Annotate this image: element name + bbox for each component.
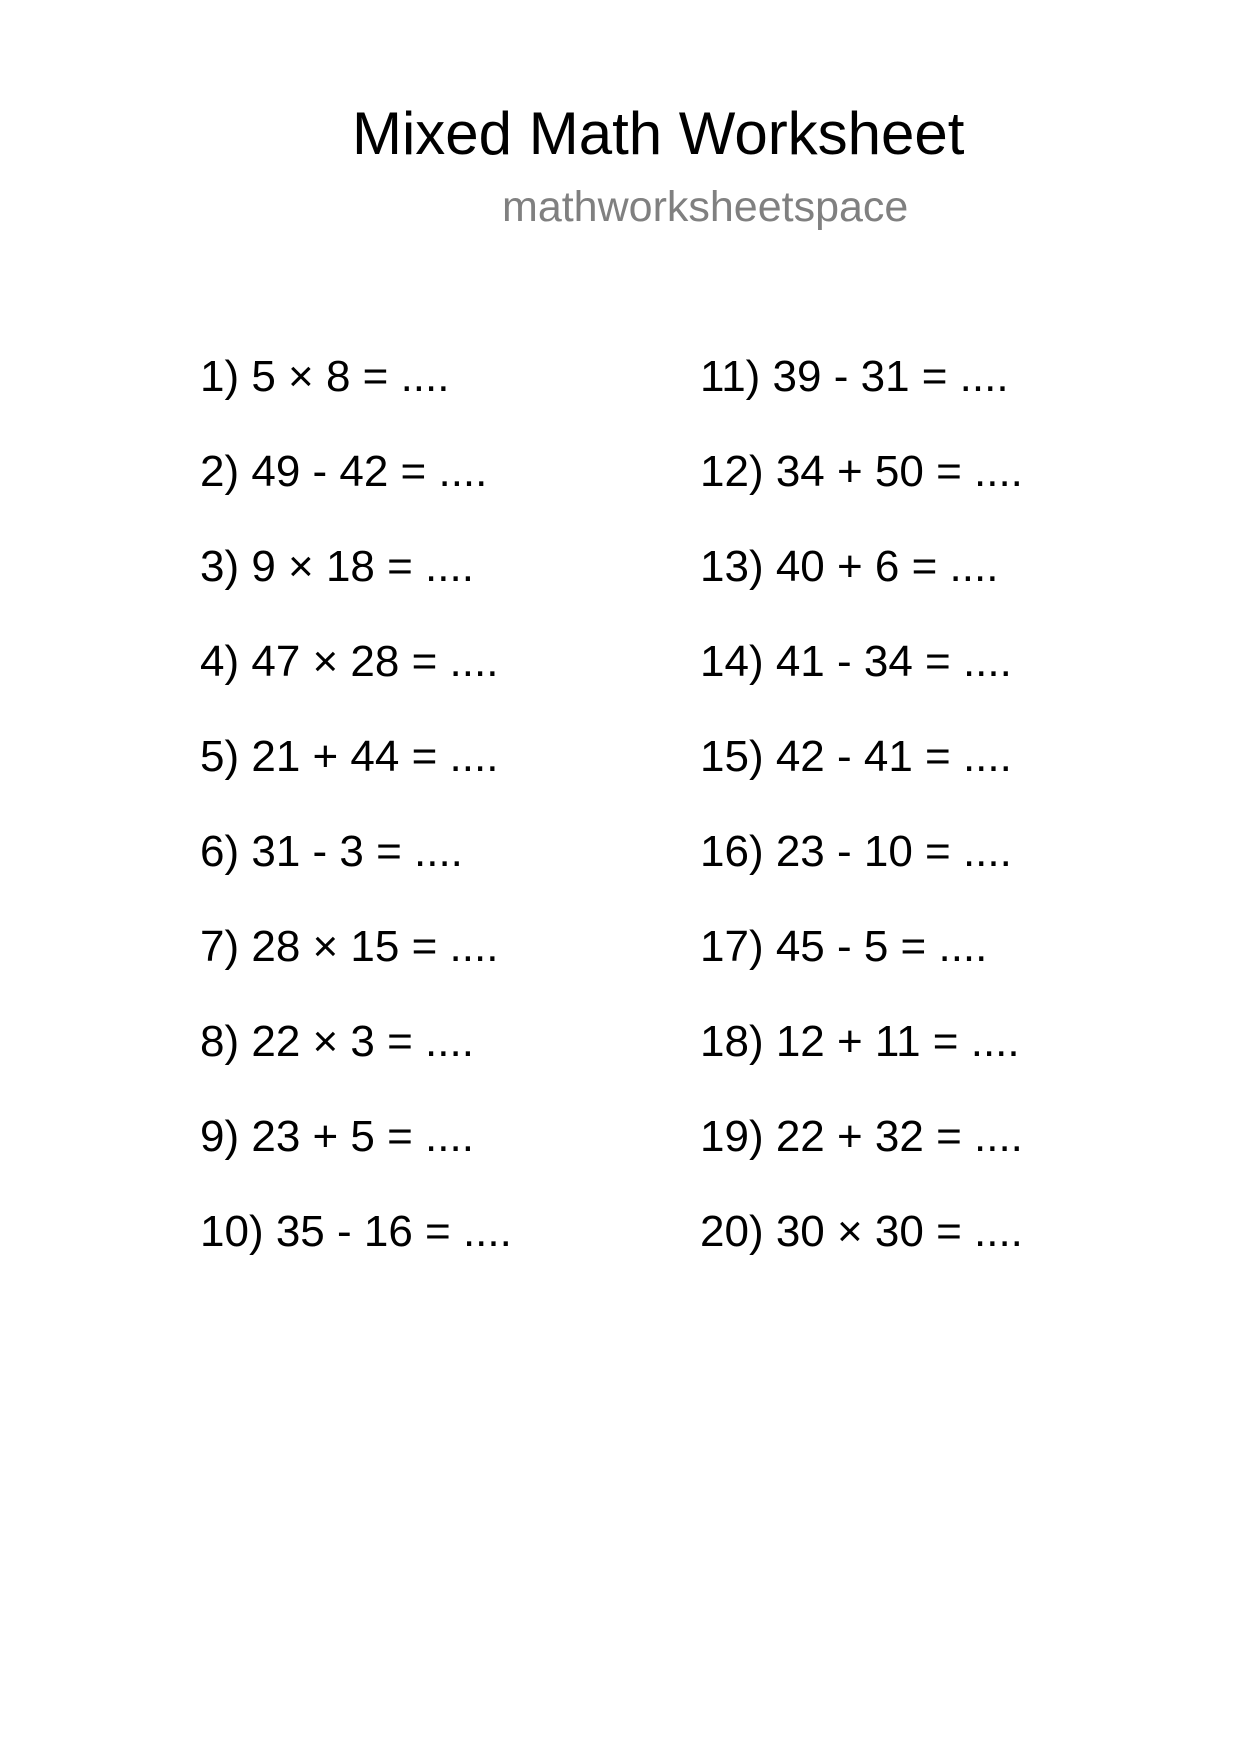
- worksheet-source: mathworksheetspace: [502, 183, 909, 231]
- problem-item: 11) 39 - 31 = ....: [700, 352, 1009, 401]
- problem-item: 7) 28 × 15 = ....: [200, 922, 499, 971]
- problem-item: 6) 31 - 3 = ....: [200, 827, 463, 876]
- problem-item: 2) 49 - 42 = ....: [200, 447, 488, 496]
- problem-item: 18) 12 + 11 = ....: [700, 1017, 1020, 1066]
- problem-item: 20) 30 × 30 = ....: [700, 1207, 1023, 1256]
- problem-item: 4) 47 × 28 = ....: [200, 637, 499, 686]
- problem-item: 13) 40 + 6 = ....: [700, 542, 999, 591]
- problem-column-right: [700, 352, 1023, 1302]
- problem-item: 16) 23 - 10 = ....: [700, 827, 1012, 876]
- problem-column-left: [200, 352, 512, 1302]
- problem-item: 10) 35 - 16 = ....: [200, 1207, 512, 1256]
- problem-item: 5) 21 + 44 = ....: [200, 732, 499, 781]
- problem-item: 15) 42 - 41 = ....: [700, 732, 1012, 781]
- problem-item: 3) 9 × 18 = ....: [200, 542, 474, 591]
- problem-item: 14) 41 - 34 = ....: [700, 637, 1012, 686]
- problem-item: 9) 23 + 5 = ....: [200, 1112, 474, 1161]
- problem-item: 17) 45 - 5 = ....: [700, 922, 988, 971]
- worksheet-title: Mixed Math Worksheet: [352, 100, 965, 167]
- problem-item: 1) 5 × 8 = ....: [200, 352, 450, 401]
- problem-item: 12) 34 + 50 = ....: [700, 447, 1023, 496]
- problem-item: 19) 22 + 32 = ....: [700, 1112, 1023, 1161]
- problem-item: 8) 22 × 3 = ....: [200, 1017, 474, 1066]
